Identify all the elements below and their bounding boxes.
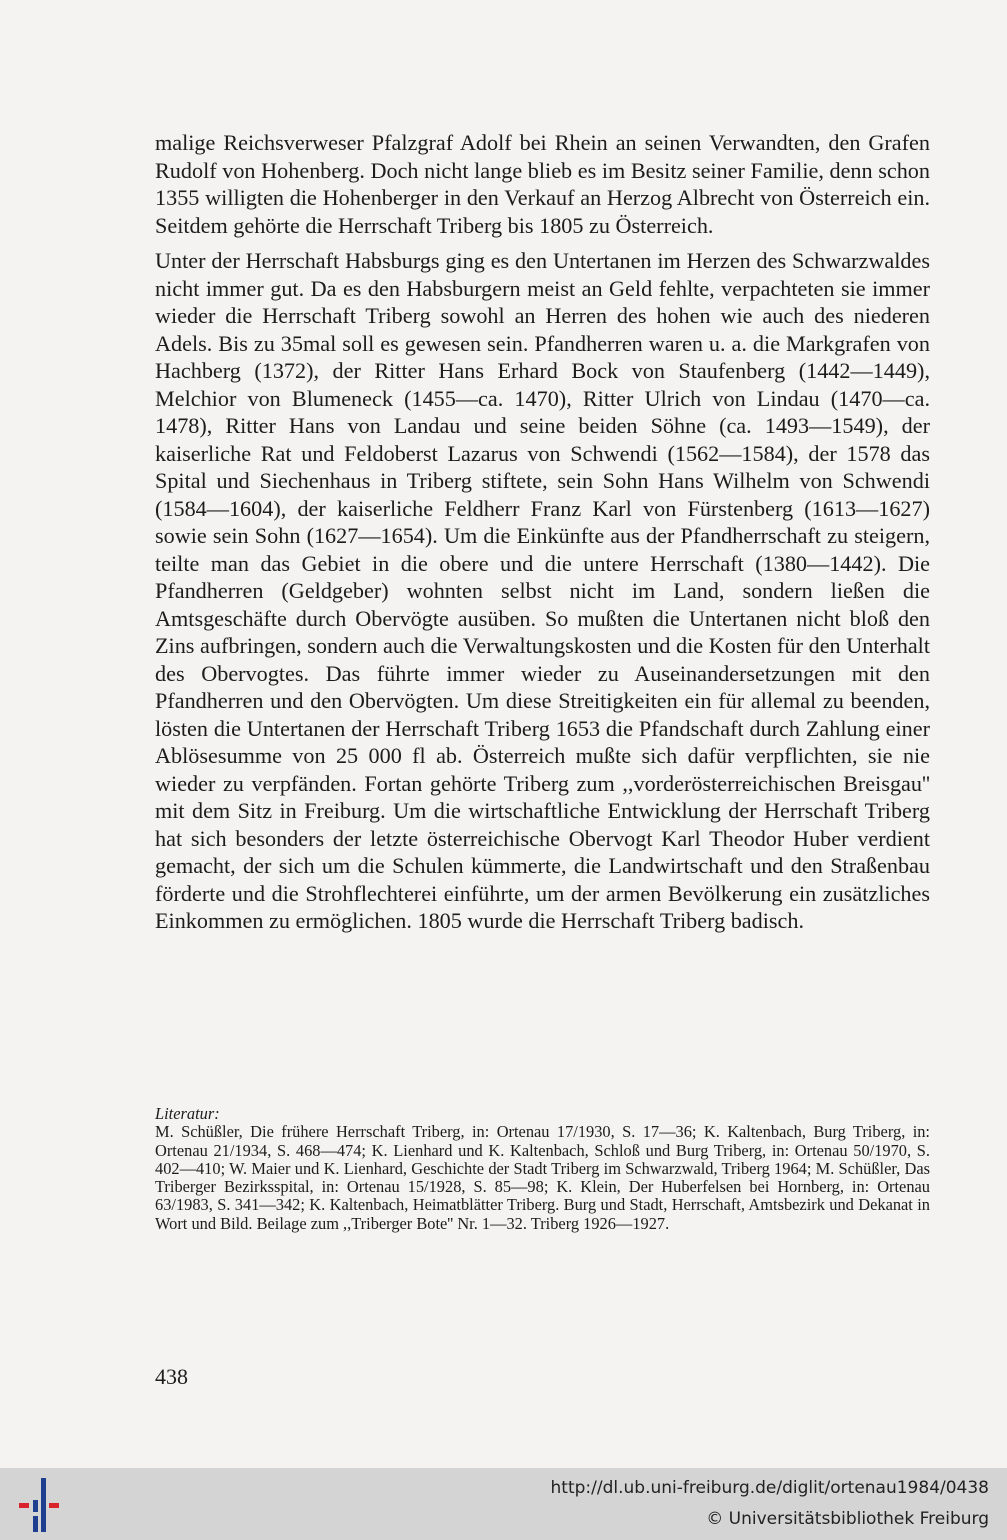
- paragraph-2: Unter der Herrschaft Habsburgs ging es den Untertanen im Herzen des Schwarzwaldes nicht immer gut. Da es den Habsburgern meist an Geld fehlte, verpachteten sie immer wieder die Herrschaft Triberg sowohl an Herren des hohen wie auch des niederen Adels. Bis zu 35mal soll es gewesen sein. Pfandherren waren u. a. die Markgrafen von Hachberg (1372), der Ritter Hans Erhard Bock von Staufenberg (1442—1449), Melchior von Blumeneck (1455—ca. 1470), Ritter Ulrich von Lindau (1470—ca. 1478), Ritter Hans von Landau und seine beiden Söhne (ca. 1493—1549), der kaiserliche Rat und Feldoberst Lazarus von Schwendi (1562—1584), der 1578 das Spital und Siechenhaus in Triberg stiftete, sein Sohn Hans Wilhelm von Schwendi (1584—1604), der kaiserliche Feldherr Franz Karl von Fürstenberg (1613—1627) sowie sein Sohn (1627—1654). Um die Einkünfte aus der Pfandherrschaft zu steigern, teilte man das Gebiet in die obere und die untere Herrschaft (1380—1442). Die Pfandherren (Geldgeber) wohnten selbst nicht im Land, sondern ließen die Amtsgeschäfte durch Obervögte ausüben. So mußten die Untertanen nicht bloß den Zins aufbringen, sondern auch die Verwaltungskosten und die Kosten für den Unterhalt des Obervogtes. Das führte immer wieder zu Auseinandersetzungen mit den Pfandherren und den Obervögten. Um diese Streitigkeiten ein für allemal zu beenden, lösten die Untertanen der Herrschaft Triberg 1653 die Pfandschaft durch Zahlung einer Ablösesumme von 25 000 fl ab. Österreich mußte sich dafür verpflichten, sie nie wieder zu verpfänden. Fortan gehörte Triberg zum ,,vorderösterreichischen Breisgau'' mit dem Sitz in Freiburg. Um die wirtschaftliche Entwicklung der Herrschaft Triberg hat sich besonders der letzte österreichische Obervogt Karl Theodor Huber verdient gemacht, der sich um die Schulen kümmerte, die Landwirtschaft und den Straßenbau förderte und die Strohflechterei einführte, um der armen Bevölkerung ein zusätzliches Einkommen zu ermöglichen. 1805 wurde die Herrschaft Triberg badisch.: [155, 248, 930, 933]
- footer-bar: [0, 1468, 1007, 1540]
- main-text: [155, 129, 930, 935]
- page-number: 438: [155, 1364, 188, 1389]
- literature-text: M. Schüßler, Die frühere Herrschaft Triberg, in: Ortenau 17/1930, S. 17—36; K. Kaltenbach, Burg Triberg, in: Ortenau 21/1934, S. 468—474; K. Lienhard und K. Kaltenbach, Schloß und Burg Triberg, in: Ortenau 50/1970, S. 402—410; W. Maier und K. Lienhard, Geschichte der Stadt Triberg im Schwarzwald, Triberg 1964; M. Schüßler, Das Triberger Bezirksspital, in: Ortenau 15/1928, S. 85—98; K. Klein, Der Huberfelsen bei Hornberg, in: Ortenau 63/1983, S. 341—342; K. Kaltenbach, Heimatblätter Triberg. Burg und Stadt, Herrschaft, Amtsbezirk und Dekanat in Wort und Bild. Beilage zum ,,Triberger Bote'' Nr. 1—32. Triberg 1926—1927.: [155, 1122, 930, 1233]
- footer-copyright: © Universitätsbibliothek Freiburg: [706, 1509, 989, 1529]
- literature-heading: Literatur:: [155, 1104, 220, 1123]
- paragraph-1: malige Reichsverweser Pfalzgraf Adolf bei Rhein an seinen Verwandten, den Grafen Rudolf von Hohenberg. Doch nicht lange blieb es im Besitz seiner Familie, denn schon 1355 willigten die Hohenberger in den Verkauf an Herzog Albrecht von Österreich ein. Seitdem gehörte die Herrschaft Triberg bis 1805 zu Österreich.: [155, 130, 930, 238]
- ub-freiburg-logo-icon: [16, 1476, 64, 1534]
- literature-section: [155, 1105, 930, 1233]
- footer-url-link[interactable]: http://dl.ub.uni-freiburg.de/diglit/ortenau1984/0438: [550, 1478, 989, 1498]
